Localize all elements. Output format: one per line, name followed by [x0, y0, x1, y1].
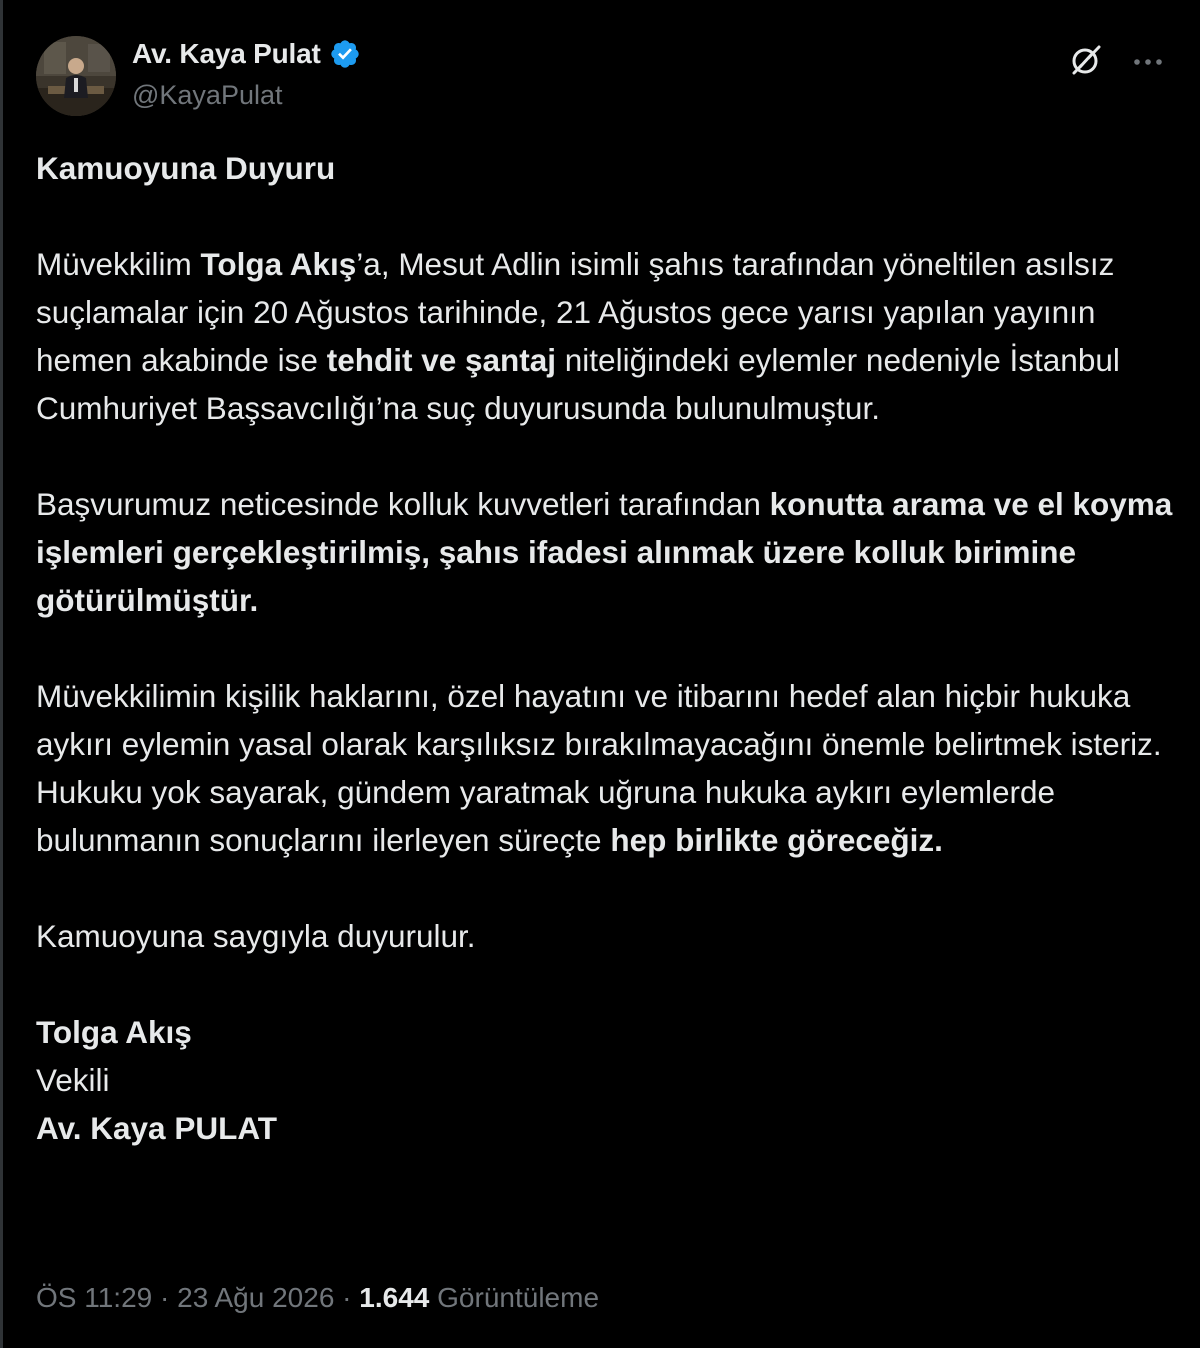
p2-text-1: Başvurumuz neticesinde kolluk kuvvetleri tarafından	[36, 486, 770, 522]
signature-lawyer	[36, 1104, 1176, 1152]
signature-client-name: Tolga Akış	[36, 1014, 192, 1050]
grok-icon[interactable]	[1068, 42, 1104, 78]
header-actions	[1068, 42, 1166, 78]
tweet-date[interactable]: 23 Ağu 2026	[177, 1282, 335, 1313]
meta-separator-1: ·	[152, 1282, 178, 1313]
tweet-time[interactable]: ÖS 11:29	[36, 1282, 153, 1313]
p1-text-1: Müvekkilim	[36, 246, 201, 282]
avatar[interactable]	[36, 36, 116, 116]
p1-bold-2: tehdit ve şantaj	[326, 342, 557, 378]
more-icon[interactable]	[1130, 42, 1166, 78]
p3-bold-1: hep birlikte göreceğiz.	[610, 822, 943, 858]
author-handle[interactable]: @KayaPulat	[132, 80, 283, 110]
p1-text-2: ’a, Mesut Adlin isimli şahıs tarafından yöneltilen asılsız suçlamalar için 20 Ağustos tarihinde, 21 Ağustos gece yarısı yapılan yayının hemen akabinde ise	[36, 246, 1115, 378]
views-label: Görüntüleme	[429, 1282, 600, 1313]
author-name-row	[132, 38, 361, 70]
signature-client	[36, 1008, 1176, 1056]
tweet-meta	[36, 1278, 599, 1318]
paragraph-3	[36, 672, 1176, 864]
p3-text-1: Müvekkilimin kişilik haklarını, özel hayatını ve itibarını hedef alan hiçbir hukuka aykırı eylemin yasal olarak karşılıksız bırakılmayacağını önemle belirtmek isteriz. Hukuku yok sayarak, gündem yaratmak uğruna hukuka aykırı eylemlerde bulunmanın sonuçlarını ilerleyen süreçte	[36, 678, 1162, 858]
paragraph-4: Kamuoyuna saygıyla duyurulur.	[36, 918, 476, 954]
p1-bold-1: Tolga Akış	[200, 246, 357, 282]
tweet-text	[36, 144, 1176, 1152]
author-name[interactable]: Av. Kaya Pulat	[132, 38, 321, 69]
avatar-photo	[36, 36, 116, 116]
tweet-title-paragraph	[36, 144, 1176, 192]
paragraph-1	[36, 240, 1176, 432]
verified-badge-icon[interactable]	[329, 38, 361, 70]
panel-left-border	[0, 0, 3, 1348]
meta-separator-2: ·	[334, 1282, 360, 1313]
p2-bold-1: konutta arama ve el koyma işlemleri gerçekleştirilmiş, şahıs ifadesi alınmak üzere kolluk birimine götürülmüştür.	[36, 486, 1173, 618]
p1-text-3: niteliğindeki eylemler nedeniyle İstanbul Cumhuriyet Başsavcılığı’na suç duyurusunda bulunulmuştur.	[36, 342, 1120, 426]
paragraph-2	[36, 480, 1176, 624]
views-count[interactable]: 1.644	[359, 1282, 430, 1313]
tweet-title: Kamuoyuna Duyuru	[36, 150, 336, 186]
tweet-header	[36, 36, 1166, 116]
signature-lawyer-name: Av. Kaya PULAT	[36, 1110, 277, 1146]
signature-role: Vekili	[36, 1062, 110, 1098]
